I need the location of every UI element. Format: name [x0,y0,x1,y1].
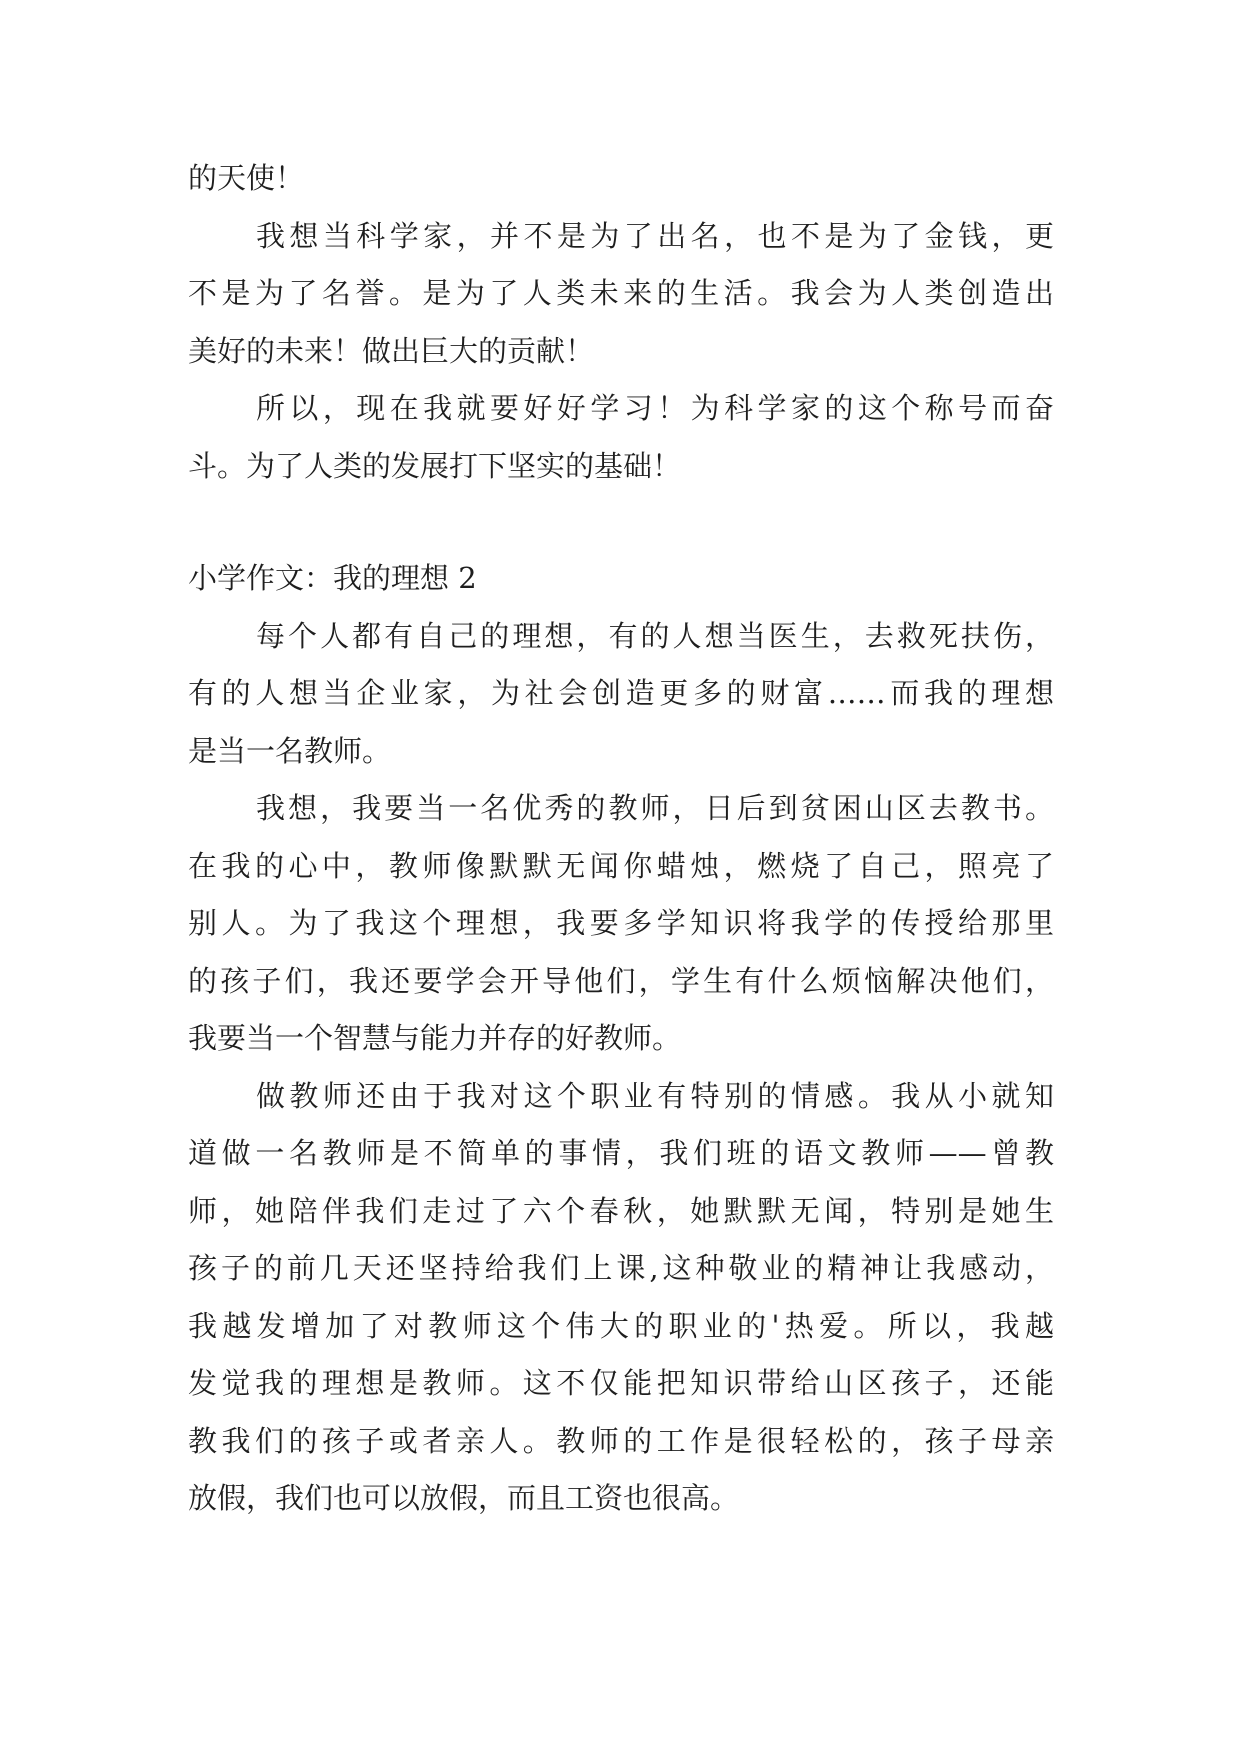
text-line: 在我的心中，教师像默默无闻你蜡烛，燃烧了自己，照亮了 [188,848,1054,883]
text-line: 做教师还由于我对这个职业有特别的情感。我从小就知 [256,1078,1054,1113]
text-line: 不是为了名誉。是为了人类未来的生活。我会为人类创造出 [188,276,1054,310]
paragraph [188,608,1054,781]
text-line: 斗。为了人类的发展打下坚实的基础！ [188,448,682,483]
text-line: 发觉我的理想是教师。这不仅能把知识带给山区孩子，还能 [188,1366,1054,1400]
document-page [188,150,1054,1528]
text-line: 有的人想当企业家，为社会创造更多的财富……而我的理想 [188,676,1054,710]
section-spacer [188,495,1054,550]
text-line: 孩子的前几天还坚持给我们上课,这种敬业的精神让我感动， [188,1251,1054,1285]
text-line: 道做一名教师是不简单的事情，我们班的语文教师——曾教 [188,1136,1054,1170]
text-line: 所以，现在我就要好好学习！为科学家的这个称号而奋 [256,391,1054,425]
text-line: 别人。为了我这个理想，我要多学知识将我学的传授给那里 [188,906,1054,940]
text-line: 我越发增加了对教师这个伟大的职业的'热爱。所以，我越 [188,1308,1054,1343]
paragraph-continuation: 的天使！ [188,161,305,195]
text-line: 我想当科学家，并不是为了出名，也不是为了金钱，更 [256,218,1054,253]
text-line: 放假，我们也可以放假，而且工资也很高。 [188,1481,740,1515]
paragraph [188,780,1054,1068]
text-line: 是当一名教师。 [188,733,392,768]
text-line: 我想，我要当一名优秀的教师，日后到贫困山区去教书。 [256,791,1054,825]
text-line: 教我们的孩子或者亲人。教师的工作是很轻松的，孩子母亲 [188,1423,1054,1458]
text-line: 每个人都有自己的理想，有的人想当医生，去救死扶伤， [256,618,1054,653]
paragraph [188,208,1054,381]
paragraph [188,1068,1054,1528]
text-line: 我要当一个智慧与能力并存的好教师。 [188,1021,682,1055]
text-line: 美好的未来！做出巨大的贡献！ [188,333,595,368]
paragraph [188,380,1054,495]
essay-title: 小学作文：我的理想 2 [188,561,477,595]
text-line: 的孩子们，我还要学会开导他们，学生有什么烦恼解决他们， [188,963,1054,998]
text-line: 师，她陪伴我们走过了六个春秋，她默默无闻，特别是她生 [188,1193,1054,1228]
